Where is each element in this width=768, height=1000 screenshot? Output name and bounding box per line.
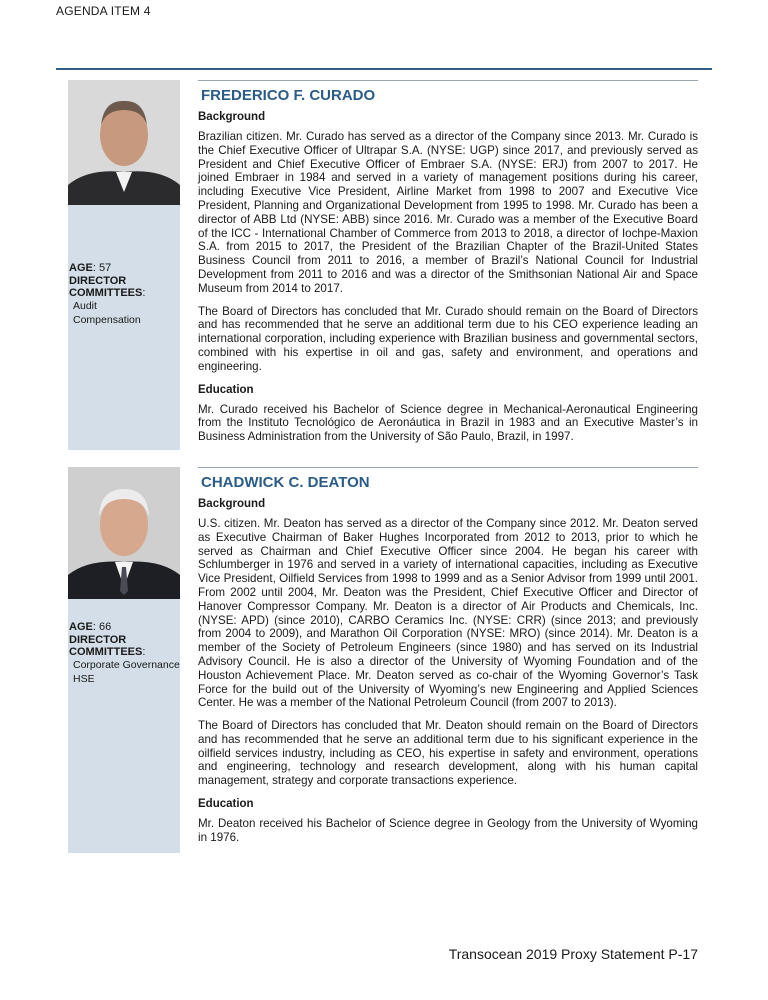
- director-name: CHADWICK C. DEATON: [201, 473, 370, 491]
- committee-item: Audit: [73, 300, 97, 312]
- education-heading: Education: [198, 798, 254, 811]
- director-list: [68, 80, 698, 853]
- agenda-item-label: AGENDA ITEM 4: [56, 4, 151, 18]
- age-label: AGE: [69, 620, 93, 633]
- director-name: FREDERICO F. CURADO: [201, 87, 376, 104]
- background-text: U.S. citizen. Mr. Deaton has served as a director of the Company since 2012. Mr. Deaton served as Executive Chairman of Baker Hughes Incorporated from 2012 to 2013, prior to which he served as Chairman and Chief Executive Officer since 2004. He began his career with Schlumberger in 1976 and served in a variety of international capacities, including as Executive Vice President, Oilfield Services from 1998 to 1999 and as a Senior Advisor from 1999 until 2001. From 2002 until 2004, Mr. Deaton was the President, Chief Executive Officer and Director of Hanover Compressor Company. Mr. Deaton is a director of Air Products and Chemicals, Inc. (NYSE: APD) (since 2010), CARBO Ceramics Inc. (NYSE: CRR) (since 2013; and previously from 2004 to 2009), and Marathon Oil Corporation (NYSE: MRO) (since 2014). Mr. Deaton is a member of the Society of Petroleum Engineers (since 1980) and has served on its Industrial Advisory Council. He is also a director of the University of Wyoming Foundation and of the Houston Achievement Place. Mr. Deaton served as co-chair of the Wyoming Governor’s Task Force for the build out of the University of Wyoming’s new Engineering and Applied Sciences Center. He was a member of the National Petroleum Council (from 2007 to 2013).: [198, 516, 698, 710]
- education-text: Mr. Curado received his Bachelor of Science degree in Mechanical-Aeronautical Engineering from the Instituto Tecnológico de Aeronáutica in Brazil in 1983 and an Executive Master’s in Business Administration from the University of São Paulo, Brazil, in 1997.: [198, 402, 698, 444]
- age-value: 66: [98, 620, 112, 633]
- page-header: [56, 4, 712, 70]
- age-value: 57: [98, 262, 112, 274]
- director-meta: AGE: 57 DIRECTOR COMMITTEES: Audit Compensation: [68, 262, 180, 327]
- committee-item: HSE: [73, 672, 95, 685]
- committee-item: Corporate Governance: [73, 658, 180, 671]
- background-heading: Background: [198, 111, 266, 123]
- board-conclusion-text: The Board of Directors has concluded that Mr. Curado should remain on the Board of Directors and has recommended that he serve an additional term due to his CEO experience leading an international corporation, including experience with Brazilian business and governmental sectors, combined with his expertise in oil and gas, safety and environment, and operations and engineering.: [198, 304, 698, 373]
- education-heading: Education: [198, 383, 254, 396]
- background-text: Brazilian citizen. Mr. Curado has served as a director of the Company since 2013. Mr. Curado is the Chief Executive Officer of Ultrapar S.A. (NYSE: UGP) since 2017, and previously served as President and Chief Executive Officer of Embraer S.A. (NYSE: ERJ) from 2007 to 2017. He joined Embraer in 1984 and served in a variety of management positions during his career, including Executive Vice President, Airline Market from 1998 to 2007 and Executive Vice President, Planning and Organizational Development from 1995 to 1998. Mr. Curado has been a director of ABB Ltd (NYSE: ABB) since 2016. Mr. Curado was a member of the Executive Board of the ICC - International Chamber of Commerce from 2013 to 2018, a director of Iochpe-Maxion S.A. from 2015 to 2017, the President of the Brazilian Chapter of the Brazil-United States Business Council from 2011 to 2016, a member of Brazil’s National Council for Industrial Development from 2011 to 2016 and was a director of the Smithsonian National Air and Space Museum from 2014 to 2017.: [198, 130, 698, 295]
- committees-label: DIRECTOR COMMITTEES: [69, 275, 143, 299]
- director-meta: AGE: 66 DIRECTOR COMMITTEES: Corporate Governance HSE: [69, 620, 180, 685]
- director-bio: [198, 467, 698, 851]
- director-photo: [68, 467, 180, 599]
- committees-label: DIRECTOR COMMITTEES: [69, 633, 143, 658]
- age-label: AGE: [69, 262, 93, 274]
- committee-item: Compensation: [73, 314, 141, 326]
- education-text: Mr. Deaton received his Bachelor of Science degree in Geology from the University of Wyoming in 1976.: [198, 817, 698, 844]
- background-heading: Background: [198, 497, 266, 510]
- director-bio: [198, 80, 698, 450]
- page-footer: Transocean 2019 Proxy Statement P-17: [448, 946, 698, 962]
- director-profile: [68, 80, 698, 450]
- director-photo: [68, 80, 180, 205]
- board-conclusion-text: The Board of Directors has concluded that Mr. Deaton should remain on the Board of Directors and has recommended that he serve an additional term due to his significant experience in the oilfield services industry, including as CEO, his expertise in safety and environment, operations and engineering, technology and research development, along with his human capital management, strategy and corporate transactions experience.: [198, 719, 698, 788]
- director-profile: [68, 467, 698, 853]
